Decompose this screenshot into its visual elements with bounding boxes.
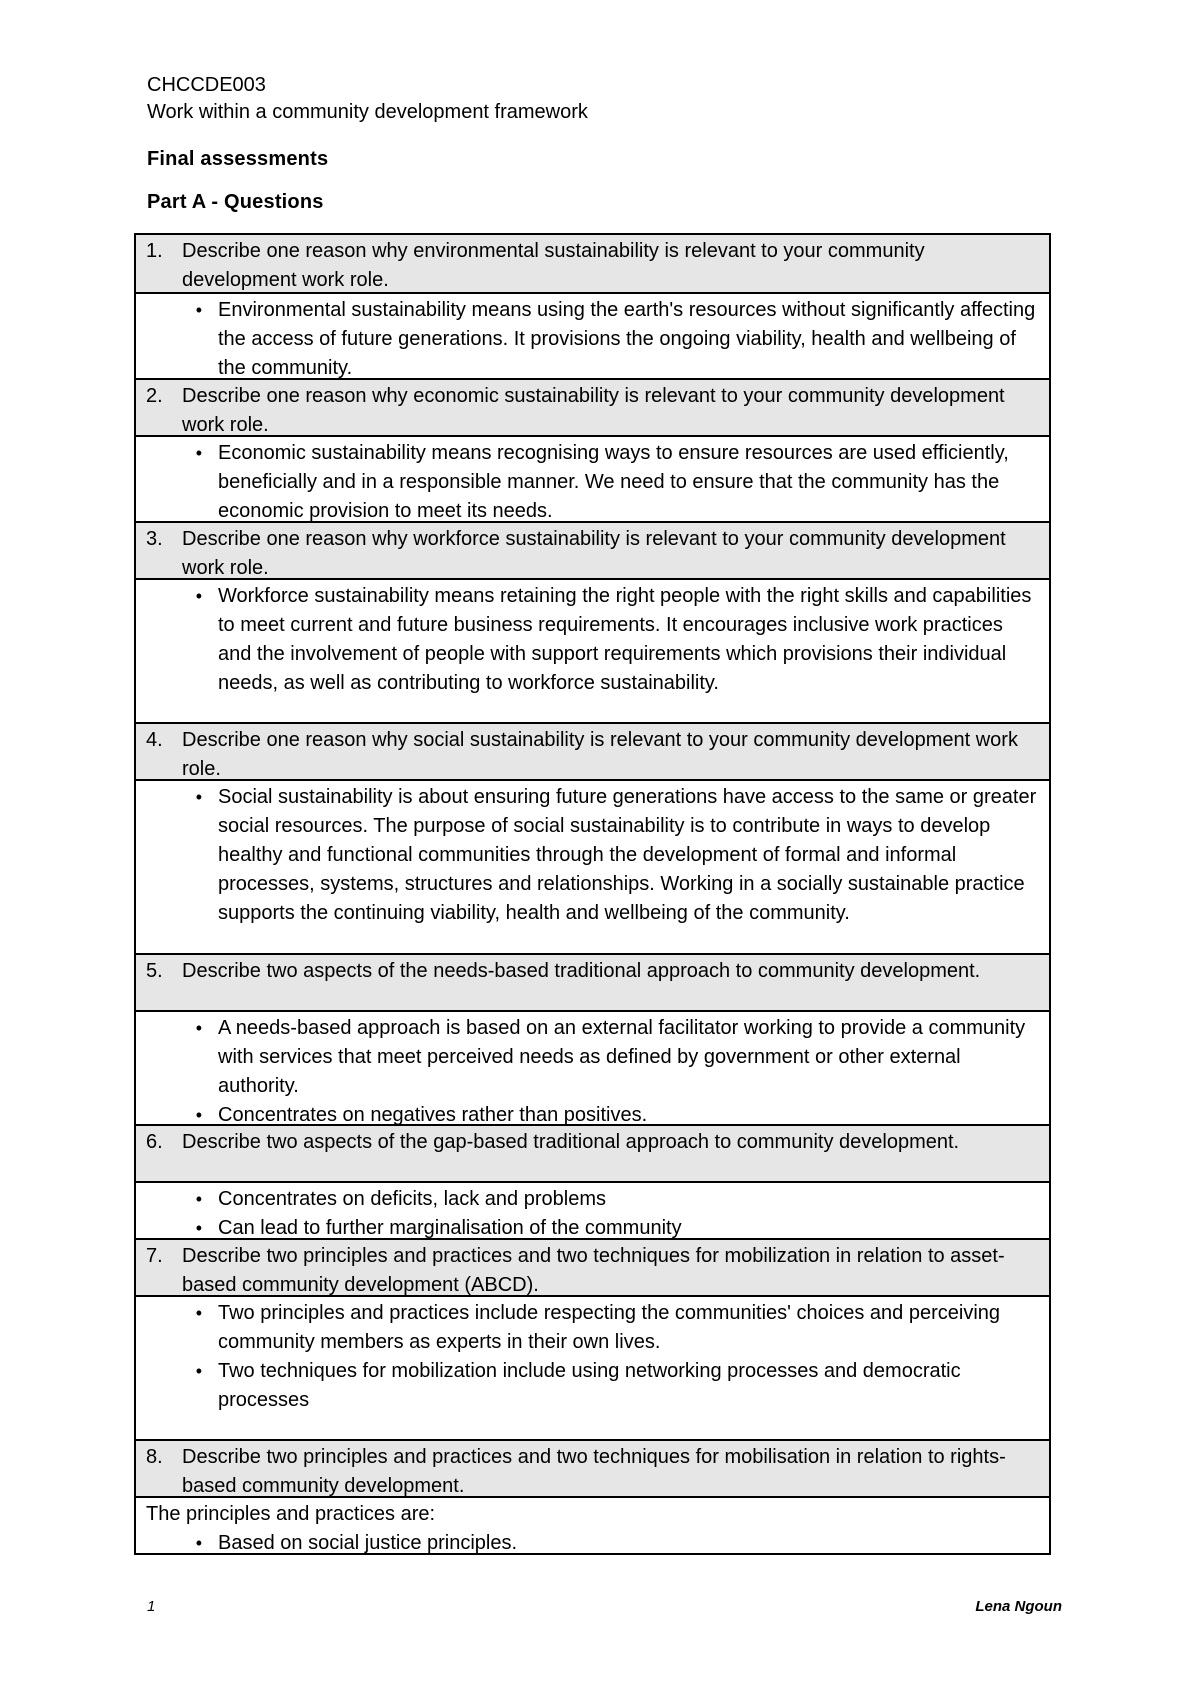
- question-text: Describe one reason why economic sustainability is relevant to your community development work role.: [182, 385, 1005, 436]
- answer-bullet: • Workforce sustainability means retaining the right people with the right skills and capabilities to meet current and future business requirements. It encourages inclusive work practices and the involvement of people with support requirements which provisions their individual needs, as well as contributing to workforce sustainability.: [146, 582, 1041, 698]
- unit-code: CHCCDE003: [147, 74, 266, 96]
- answer-row: [136, 1181, 1049, 1238]
- question-text: Describe two aspects of the gap-based traditional approach to community development.: [182, 1131, 960, 1153]
- question-number: 4.: [146, 729, 163, 751]
- question-text: Describe one reason why workforce sustainability is relevant to your community development work role.: [182, 528, 1006, 579]
- part-title: Part A - Questions: [147, 191, 324, 213]
- question-number: 3.: [146, 528, 163, 550]
- bullet-icon: •: [195, 300, 202, 320]
- bullet-icon: •: [195, 1361, 202, 1381]
- bullet-icon: •: [195, 1189, 202, 1209]
- question-row: [136, 1238, 1049, 1295]
- answer-bullet: • Social sustainability is about ensuring future generations have access to the same or greater social resources. The purpose of social sustainability is to contribute in ways to develop healthy and functional communities through the development of formal and informal processes, systems, structures and relationships. Working in a socially sustainable practice supports the continuing viability, health and wellbeing of the community.: [146, 783, 1041, 928]
- unit-title: Work within a community development framework: [147, 101, 588, 123]
- question-text: Describe two principles and practices and two techniques for mobilization in relation to asset-based community development (ABCD).: [182, 1245, 1005, 1296]
- author-name: Lena Ngoun: [975, 1598, 1062, 1615]
- bullet-icon: •: [195, 443, 202, 463]
- question-number: 2.: [146, 385, 163, 407]
- question-text: Describe one reason why environmental sustainability is relevant to your community development work role.: [182, 240, 925, 291]
- section-title: Final assessments: [147, 148, 329, 170]
- answer-row: [136, 435, 1049, 521]
- question-text: Describe two aspects of the needs-based traditional approach to community development.: [182, 960, 981, 982]
- bullet-icon: •: [195, 787, 202, 807]
- question-number: 1.: [146, 240, 163, 262]
- answer-bullet: • A needs-based approach is based on an external facilitator working to provide a community with services that meet perceived needs as defined by government or other external authority.: [146, 1014, 1041, 1101]
- document-header: [147, 72, 1047, 213]
- question-text: Describe one reason why social sustainability is relevant to your community development work role.: [182, 729, 1018, 780]
- answer-bullet: • Concentrates on negatives rather than positives.: [146, 1101, 1041, 1130]
- bullet-icon: •: [195, 1218, 202, 1238]
- answer-bullet: • Economic sustainability means recognising ways to ensure resources are used efficiently, beneficially and in a responsible manner. We need to ensure that the community has the economic provision to meet its needs.: [146, 439, 1041, 526]
- question-row: [136, 235, 1049, 292]
- question-row: [136, 722, 1049, 779]
- bullet-icon: •: [195, 1533, 202, 1553]
- question-row: [136, 1124, 1049, 1181]
- question-number: 8.: [146, 1446, 163, 1468]
- questions-table: [134, 233, 1051, 1555]
- question-row: [136, 378, 1049, 435]
- bullet-icon: •: [195, 1303, 202, 1323]
- answer-bullet: • Based on social justice principles.: [146, 1529, 1041, 1558]
- answer-intro: The principles and practices are:: [146, 1503, 436, 1525]
- bullet-icon: •: [195, 586, 202, 606]
- answer-bullet: • Concentrates on deficits, lack and problems: [146, 1185, 1041, 1214]
- answer-bullet: • Can lead to further marginalisation of the community: [146, 1214, 1041, 1243]
- answer-row: [136, 1496, 1049, 1553]
- answer-bullet: • Two principles and practices include respecting the communities' choices and perceiving community members as experts in their own lives.: [146, 1299, 1041, 1357]
- question-row: [136, 953, 1049, 1010]
- answer-row: [136, 578, 1049, 722]
- answer-row: [136, 779, 1049, 953]
- question-row: [136, 521, 1049, 578]
- bullet-icon: •: [195, 1018, 202, 1038]
- bullet-icon: •: [195, 1105, 202, 1125]
- question-text: Describe two principles and practices and two techniques for mobilisation in relation to rights-based community development.: [182, 1446, 1006, 1497]
- answer-row: [136, 1010, 1049, 1124]
- page-number: 1: [147, 1598, 156, 1615]
- question-row: [136, 1439, 1049, 1496]
- question-number: 7.: [146, 1245, 163, 1267]
- answer-bullet: • Two techniques for mobilization include using networking processes and democratic processes: [146, 1357, 1041, 1415]
- answer-row: [136, 1295, 1049, 1439]
- question-number: 5.: [146, 960, 163, 982]
- question-number: 6.: [146, 1131, 163, 1153]
- answer-bullet: • Environmental sustainability means using the earth's resources without significantly affecting the access of future generations. It provisions the ongoing viability, health and wellbeing of the community.: [146, 296, 1041, 383]
- answer-row: [136, 292, 1049, 378]
